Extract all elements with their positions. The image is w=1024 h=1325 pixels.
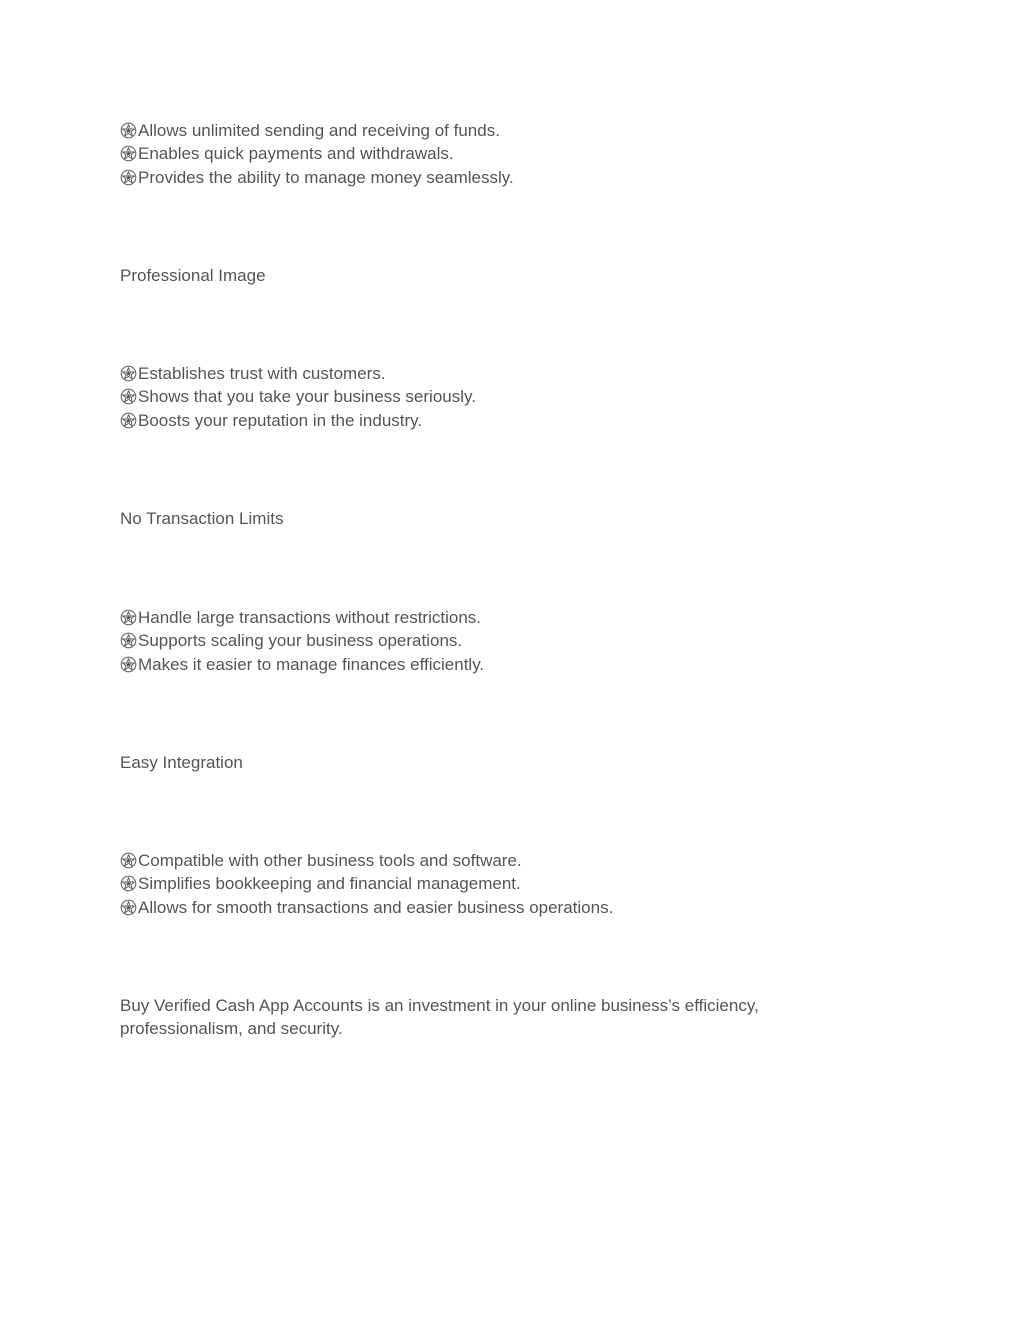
star-circle-icon [120, 852, 137, 869]
star-circle-icon [120, 632, 137, 649]
bullet-text: Handle large transactions without restrictions. [138, 608, 481, 627]
bullet-text: Enables quick payments and withdrawals. [138, 144, 454, 164]
bullet-text: Allows for smooth transactions and easier business operations. [138, 897, 614, 917]
list-item [120, 606, 484, 629]
bullet-text: Supports scaling your business operations. [138, 631, 463, 651]
list-item [120, 872, 613, 895]
bullet-list-no-transaction-limits [120, 606, 484, 676]
bullet-list-funds [120, 119, 514, 189]
closing-paragraph: Buy Verified Cash App Accounts is an investment in your online business’s efficiency, professionalism, and security. [120, 996, 759, 1039]
list-item [120, 849, 613, 872]
list-item [120, 119, 514, 142]
bullet-text: Makes it easier to manage finances efficiently. [138, 654, 485, 674]
list-item [120, 629, 484, 652]
list-item [120, 385, 476, 408]
list-item [120, 653, 484, 676]
bullet-list-professional-image [120, 362, 476, 432]
list-item [120, 166, 514, 189]
section-heading-easy-integration: Easy Integration [120, 753, 243, 772]
star-circle-icon [120, 899, 137, 916]
star-circle-icon [120, 122, 137, 139]
list-item [120, 142, 514, 165]
list-item [120, 409, 476, 432]
star-circle-icon [120, 412, 137, 429]
star-circle-icon [120, 169, 137, 186]
bullet-text: Boosts your reputation in the industry. [138, 410, 423, 430]
bullet-text: Provides the ability to manage money seamlessly. [138, 167, 514, 187]
bullet-text: Allows unlimited sending and receiving of funds. [138, 121, 500, 140]
star-circle-icon [120, 388, 137, 405]
star-circle-icon [120, 609, 137, 626]
star-circle-icon [120, 875, 137, 892]
bullet-list-easy-integration [120, 849, 613, 919]
list-item [120, 362, 476, 385]
bullet-text: Simplifies bookkeeping and financial management. [138, 874, 521, 894]
section-heading-no-transaction-limits: No Transaction Limits [120, 509, 284, 528]
bullet-text: Shows that you take your business seriously. [138, 387, 476, 407]
star-circle-icon [120, 365, 137, 382]
bullet-text: Compatible with other business tools and software. [138, 851, 522, 870]
section-heading-professional-image: Professional Image [120, 266, 266, 285]
bullet-text: Establishes trust with customers. [138, 364, 386, 383]
list-item [120, 896, 613, 919]
star-circle-icon [120, 145, 137, 162]
star-circle-icon [120, 656, 137, 673]
